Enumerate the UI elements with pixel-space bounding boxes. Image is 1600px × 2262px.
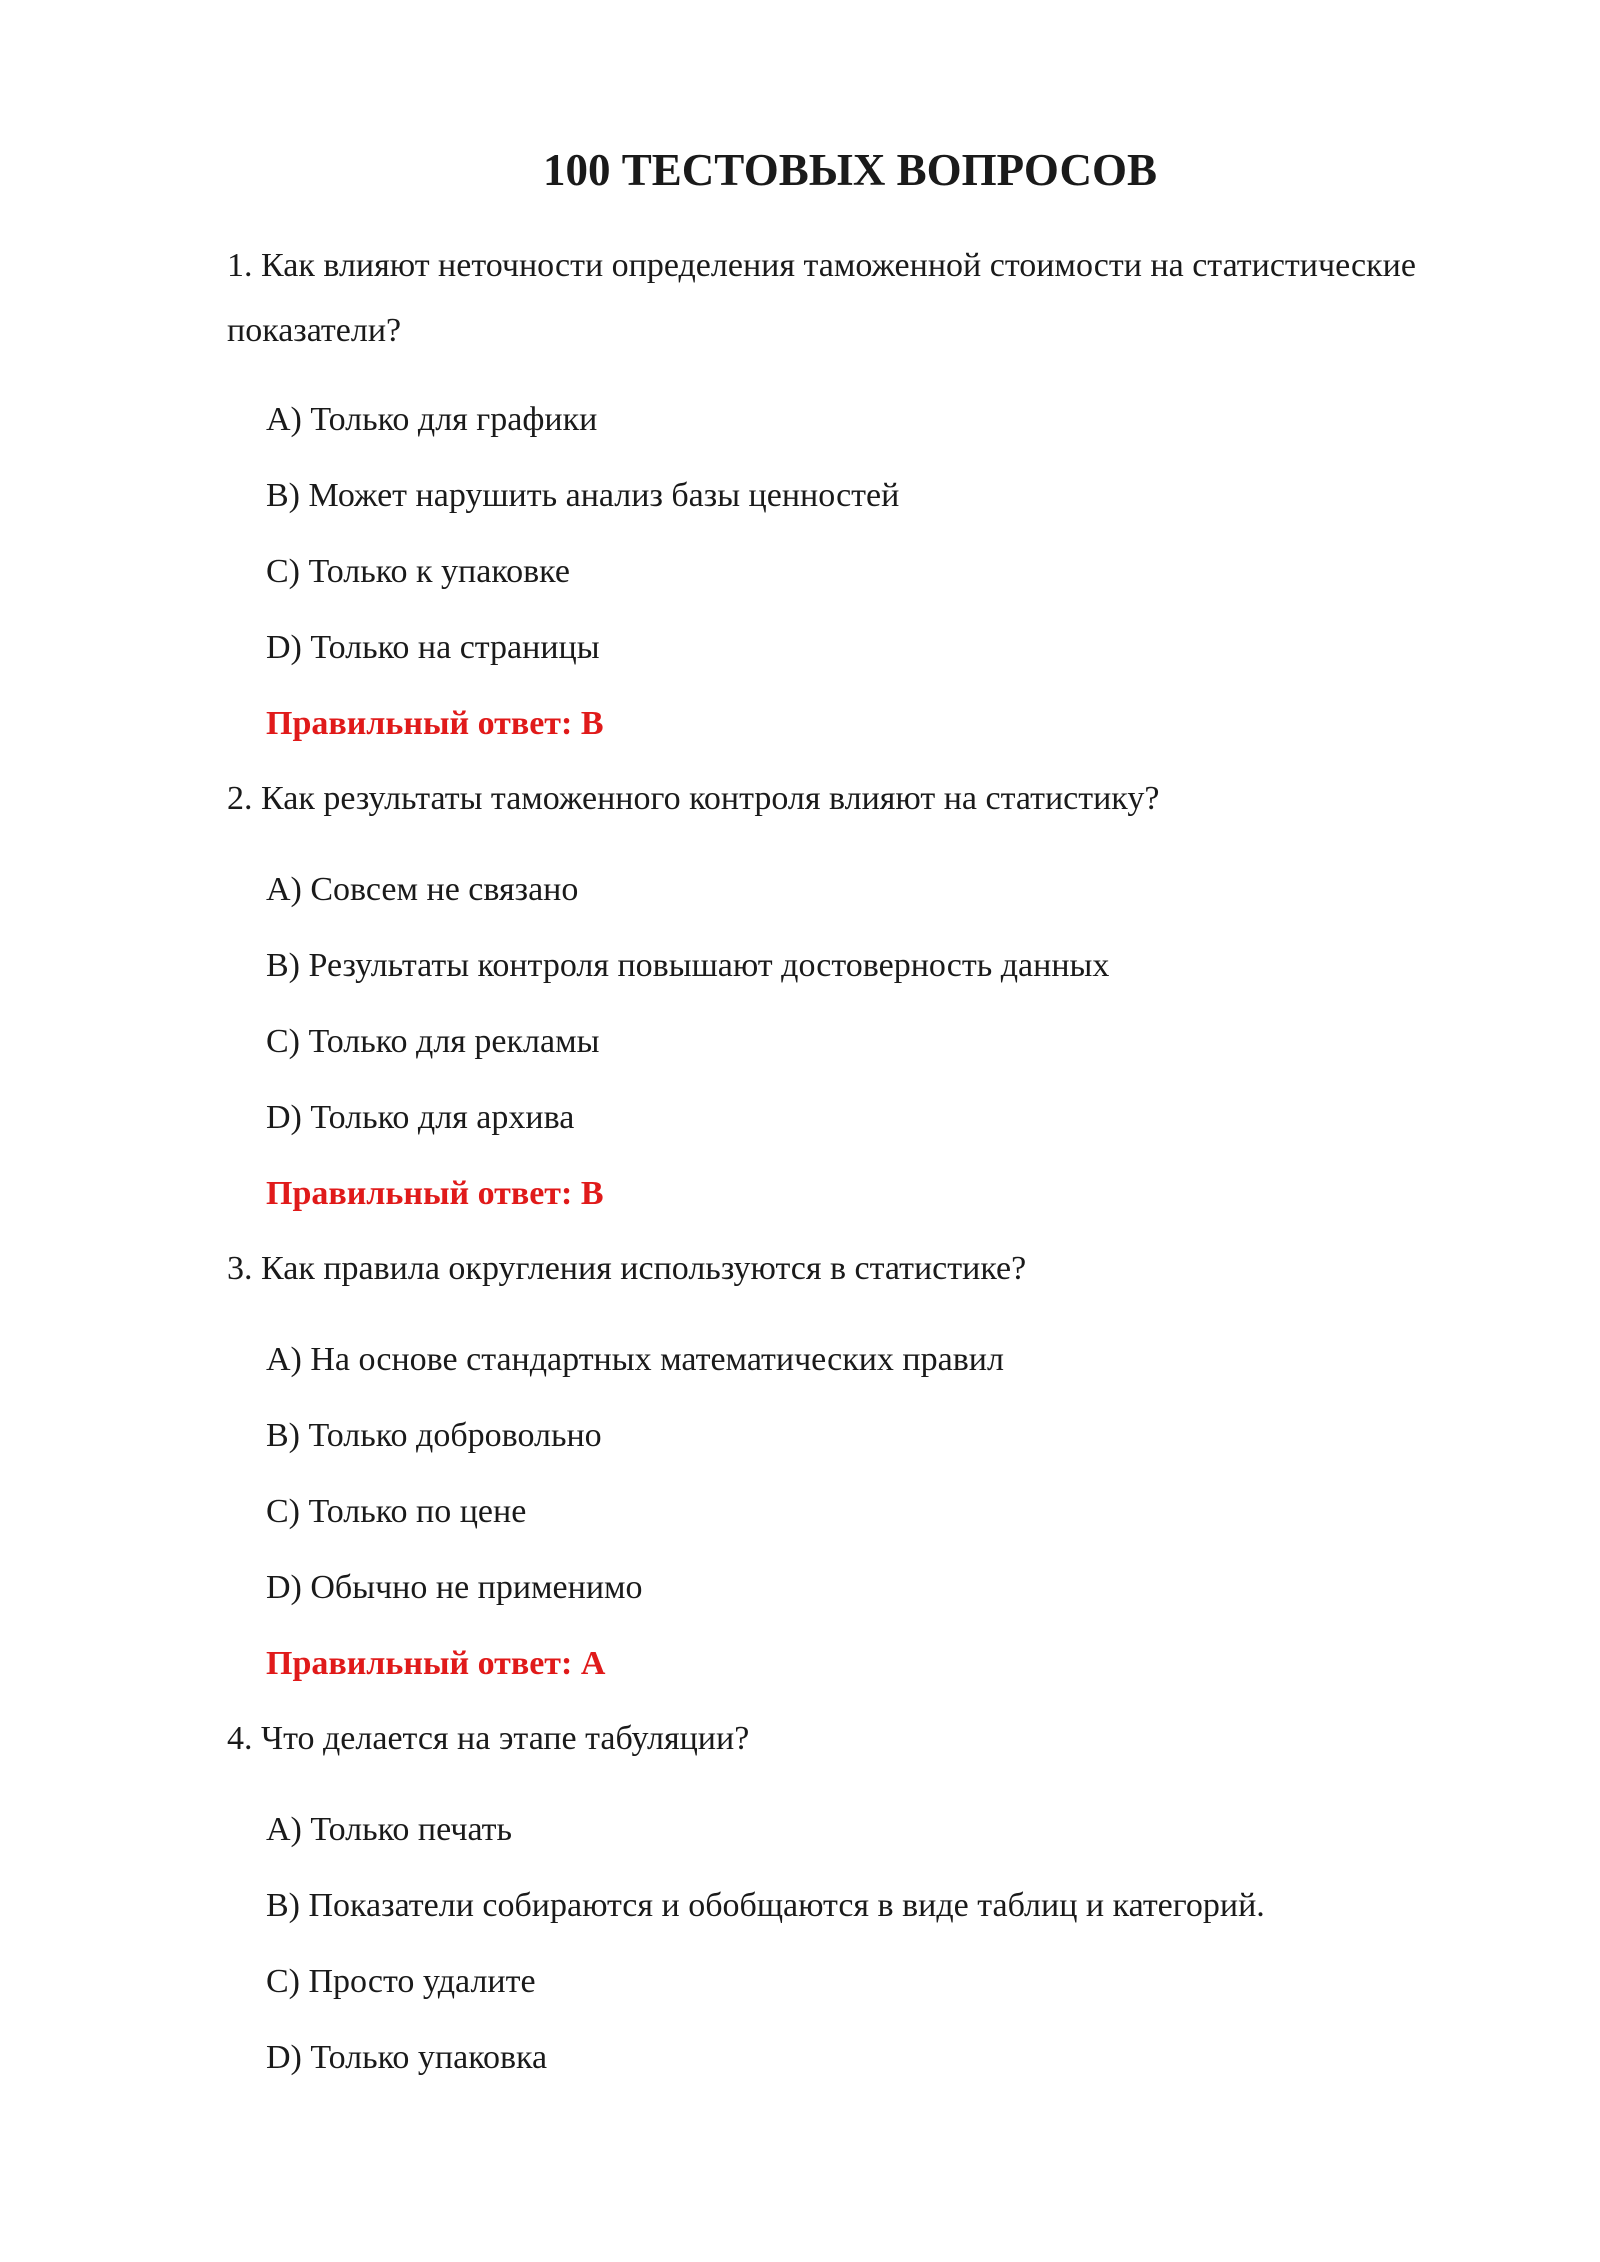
question-1-option-a: A) Только для графики <box>266 401 598 438</box>
question-2-answer <box>266 1177 604 1211</box>
question-2-option-b: B) Результаты контроля повышают достоверность данных <box>266 947 1110 984</box>
question-3-option-b: B) Только добровольно <box>266 1417 602 1454</box>
question-1-text: 1. Как влияют неточности определения таможенной стоимости на статистические показатели? <box>227 247 1416 349</box>
question-4-option-d: D) Только упаковка <box>266 2039 548 2076</box>
question-2-text: 2. Как результаты таможенного контроля влияют на статистику? <box>227 780 1160 817</box>
answer-label: Правильный ответ: <box>266 1175 573 1212</box>
answer-value: B <box>580 705 604 742</box>
question-2-option-a: A) Совсем не связано <box>266 871 579 908</box>
question-4-option-b: B) Показатели собираются и обобщаются в виде таблиц и категорий. <box>266 1887 1265 1924</box>
question-3-option-d: D) Обычно не применимо <box>266 1569 643 1606</box>
question-1-option-d: D) Только на страницы <box>266 629 600 666</box>
question-1-option-c: C) Только к упаковке <box>266 553 570 590</box>
question-1-option-b: B) Может нарушить анализ базы ценностей <box>266 477 900 514</box>
document-title: 100 ТЕСТОВЫХ ВОПРОСОВ <box>543 145 1157 195</box>
question-3-text: 3. Как правила округления используются в статистике? <box>227 1250 1027 1287</box>
answer-value: B <box>580 1175 604 1212</box>
question-4-option-a: A) Только печать <box>266 1811 513 1848</box>
answer-label: Правильный ответ: <box>266 1645 573 1682</box>
question-2-option-d: D) Только для архива <box>266 1099 575 1136</box>
question-3-option-c: C) Только по цене <box>266 1493 527 1530</box>
answer-label: Правильный ответ: <box>266 705 573 742</box>
question-1-answer <box>266 707 604 741</box>
question-3-option-a: A) На основе стандартных математических правил <box>266 1341 1004 1378</box>
question-4-text: 4. Что делается на этапе табуляции? <box>227 1720 750 1757</box>
answer-value: A <box>580 1645 606 1682</box>
question-4-option-c: C) Просто удалите <box>266 1963 536 2000</box>
question-2-option-c: C) Только для рекламы <box>266 1023 600 1060</box>
question-3-answer <box>266 1647 605 1681</box>
